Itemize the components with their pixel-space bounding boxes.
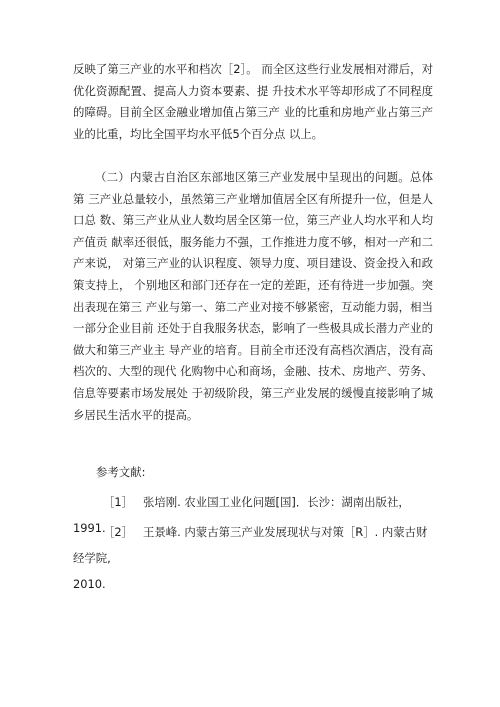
reference-text-continued: 2010. [73, 577, 106, 591]
reference-text: 王景峰. 内蒙古第三产业发展现状与对策［R］. 内蒙古财经学院, [73, 525, 428, 565]
body-paragraph-2: （二）内蒙古自治区东部地区第三产业发展中呈现出的问题。总体第 三产业总量较小，虽然第三产业增加值居全区有所提升一位，但是人口总 数、第三产业从业人数均居全区第一位，第三产业人均水平和人均产值贡 献率还很低，服务能力不强，工作推进力度不够，相对一产和二产来说， 对第三产业的认识程度、领导力度、项目建设、资金投入和政策支持上， 个别地区和部门还存在一定的差距，还有待进一步加强。突出表现在第三 产业与第一、第二产业对接不够紧密，互动能力弱，相当一部分企业目前 还处于自我服务状态，影响了一些极具成长潜力产业的做大和第三产业主 导产业的培育。目前全市还没有高档次酒店，没有高档次的、大型的现代 化购物中心和商场，金融、技术、房地产、劳务、信息等要素市场发展处 于初级阶段，第三产业发展的缓慢直接影响了城乡居民生活水平的提高。 [73, 170, 433, 422]
reference-text: 张培刚. 农业国工业化问题[国]．长沙：湖南出版社，1991. [73, 495, 410, 535]
body-paragraph-1: 反映了第三产业的水平和档次［2］。 而全区这些行业发展相对滞后，对优化资源配置、提高人力资本要素、提 升技术水平等却形成了不同程度的障碍。目前全区金融业增加值占第三产 业的比重和房地产业占第三产业的比重，均比全国平均水平低5个百分点 以上。 [73, 62, 433, 141]
reference-item-2 [73, 519, 433, 597]
reference-number: ［2］ [103, 525, 134, 539]
references-heading: 参考文献: [96, 465, 146, 479]
reference-number: ［1］ [103, 495, 134, 509]
